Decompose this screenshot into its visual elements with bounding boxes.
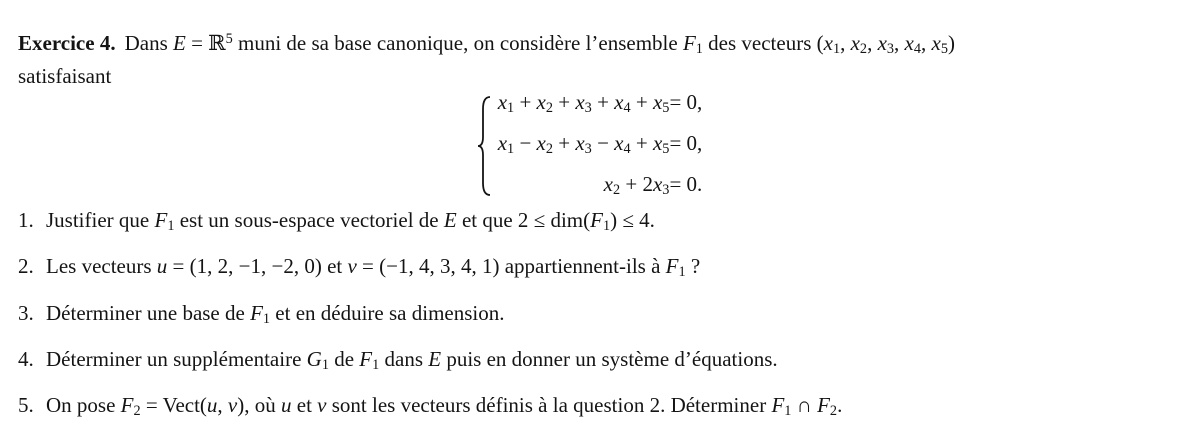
question-text: On pose $F_2$ = Vect(u, v), où u et v sont les vecteurs définis à la question 2. Déterminer $F_1$ ∩ $F_2$. xyxy=(46,392,843,419)
question-item-2 xyxy=(18,253,1160,286)
equations-grid xyxy=(498,90,703,202)
equation-2-lhs: $x_1 - x_2 + x_3 - x_4 + x_5$ xyxy=(497,131,670,158)
question-item-1 xyxy=(18,207,1160,240)
question-item-4 xyxy=(18,346,1160,379)
equation-2-rhs: = 0, xyxy=(669,131,703,156)
question-number: 4. xyxy=(18,346,34,371)
left-brace-icon xyxy=(476,96,492,196)
equation-3-rhs: = 0. xyxy=(669,172,703,197)
question-item-3 xyxy=(18,300,1160,333)
question-number: 1. xyxy=(18,208,34,233)
equation-3-lhs: $x_2 + 2x_3$ xyxy=(603,172,670,199)
question-text: Déterminer un supplémentaire $G_1$ de $F_1$ dans E puis en donner un système d’équations. xyxy=(46,346,778,373)
question-text: Justifier que $F_1$ est un sous-espace vectoriel de E et que $2 \le dim(F_1) \le 4$. xyxy=(46,208,655,235)
question-list xyxy=(18,207,1160,425)
equation-1-lhs: $x_1 + x_2 + x_3 + x_4 + x_5$ xyxy=(497,90,670,117)
question-text: Les vecteurs u = (1, 2, −1, −2, 0) et v = (−1, 4, 3, 4, 1) appartiennent-ils à $F_1$ ? xyxy=(46,254,701,281)
question-number: 5. xyxy=(18,392,34,417)
exercise-intro-continuation: satisfaisant xyxy=(18,64,112,89)
exercise-intro-text: Dans E = ℝ$^5$ muni de sa base canonique, on considère l’ensemble $F_1$ des vecteurs ($x_1$, $x_2$, $x_3$, $x_4$, $x_5$) xyxy=(124,31,955,58)
question-item-5 xyxy=(18,392,1160,425)
exercise-number-label: Exercice 4. xyxy=(18,31,116,56)
question-number: 2. xyxy=(18,254,34,279)
equation-1-rhs: = 0, xyxy=(669,90,703,115)
question-number: 3. xyxy=(18,300,34,325)
equation-system xyxy=(18,90,1160,199)
exercise-intro-line xyxy=(18,26,1160,63)
question-text: Déterminer une base de $F_1$ et en déduire sa dimension. xyxy=(46,300,505,327)
